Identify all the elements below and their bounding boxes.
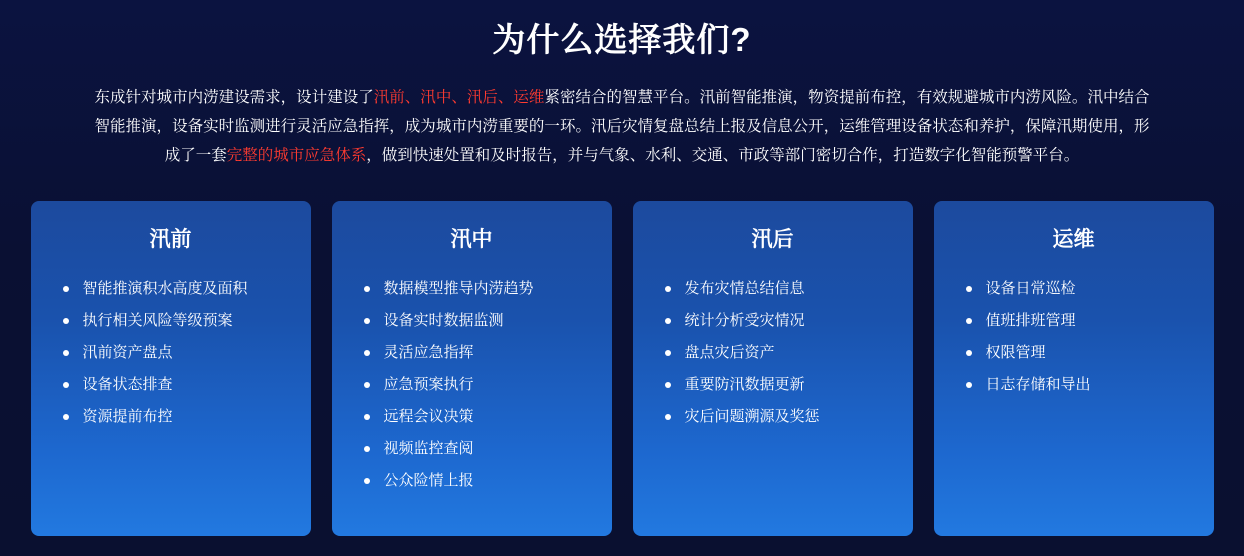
feature-card[interactable]: [633, 201, 913, 536]
list-item: [61, 401, 311, 433]
list-item: [362, 273, 612, 305]
intro-highlight-text: 汛前、汛中、汛后、运维: [373, 89, 545, 106]
feature-item-list: [934, 273, 1214, 401]
list-item: [663, 273, 913, 305]
bullet-icon: [665, 350, 671, 356]
list-item-label: 远程会议决策: [383, 408, 474, 425]
list-item-label: 视频监控查阅: [383, 440, 474, 457]
feature-item-list: [31, 273, 311, 433]
intro-text: 紧密结合的智慧平台。汛前智能推演，物资提前布控，有效规避城市内涝风险。汛中结合智能推演，设备实时监测进行灵活应急指挥，成为城市内涝重要的一环。汛后灾情复盘总结上报及信息公开，运维管理设备状态和养护，保障汛期使用，形成了一套: [94, 89, 1150, 164]
bullet-icon: [364, 350, 370, 356]
feature-card-list: [0, 201, 1244, 536]
list-item-label: 权限管理: [985, 344, 1046, 361]
feature-card-title: 汛前: [149, 228, 192, 251]
list-item-label: 资源提前布控: [82, 408, 173, 425]
list-item: [663, 305, 913, 337]
bullet-icon: [665, 286, 671, 292]
bullet-icon: [63, 414, 69, 420]
list-item-label: 盘点灾后资产: [684, 344, 775, 361]
list-item: [964, 305, 1214, 337]
page-title: 为什么选择我们?: [492, 21, 752, 58]
list-item-label: 统计分析受灾情况: [684, 312, 805, 329]
list-item: [61, 305, 311, 337]
list-item-label: 设备实时数据监测: [383, 312, 504, 329]
bullet-icon: [966, 318, 972, 324]
list-item: [362, 401, 612, 433]
list-item-label: 设备日常巡检: [985, 280, 1076, 297]
list-item-label: 应急预案执行: [383, 376, 474, 393]
intro-highlight-text: 完整的城市应急体系: [226, 147, 367, 164]
bullet-icon: [966, 350, 972, 356]
bullet-icon: [665, 382, 671, 388]
list-item-label: 发布灾情总结信息: [684, 280, 805, 297]
list-item-label: 数据模型推导内涝趋势: [383, 280, 534, 297]
list-item: [362, 305, 612, 337]
list-item: [964, 369, 1214, 401]
list-item-label: 设备状态排查: [82, 376, 173, 393]
list-item-label: 重要防汛数据更新: [684, 376, 805, 393]
list-item: [663, 401, 913, 433]
list-item: [362, 465, 612, 497]
feature-card-title: 汛中: [450, 228, 493, 251]
intro-text: ，做到快速处置和及时报告，并与气象、水利、交通、市政等部门密切合作，打造数字化智能预警平台。: [366, 147, 1080, 164]
list-item-label: 智能推演积水高度及面积: [82, 280, 248, 297]
feature-item-list: [332, 273, 612, 497]
bullet-icon: [364, 446, 370, 452]
list-item-label: 灾后问题溯源及奖惩: [684, 408, 820, 425]
list-item: [362, 337, 612, 369]
list-item: [663, 337, 913, 369]
bullet-icon: [63, 382, 69, 388]
list-item-label: 值班排班管理: [985, 312, 1076, 329]
feature-card[interactable]: [934, 201, 1214, 536]
bullet-icon: [364, 318, 370, 324]
list-item-label: 日志存储和导出: [985, 376, 1091, 393]
bullet-icon: [63, 286, 69, 292]
list-item: [663, 369, 913, 401]
list-item: [61, 369, 311, 401]
feature-card-title: 运维: [1052, 228, 1095, 251]
list-item: [61, 337, 311, 369]
list-item-label: 执行相关风险等级预案: [82, 312, 233, 329]
list-item-label: 灵活应急指挥: [383, 344, 474, 361]
bullet-icon: [63, 318, 69, 324]
list-item-label: 汛前资产盘点: [82, 344, 173, 361]
intro-paragraph: [95, 83, 1150, 170]
bullet-icon: [665, 414, 671, 420]
bullet-icon: [966, 286, 972, 292]
bullet-icon: [364, 286, 370, 292]
bullet-icon: [364, 478, 370, 484]
feature-card[interactable]: [332, 201, 612, 536]
list-item-label: 公众险情上报: [383, 472, 474, 489]
bullet-icon: [364, 382, 370, 388]
intro-text: 东成针对城市内涝建设需求，设计建设了: [94, 89, 374, 106]
list-item: [362, 369, 612, 401]
list-item: [964, 273, 1214, 305]
list-item: [362, 433, 612, 465]
bullet-icon: [665, 318, 671, 324]
feature-card[interactable]: [31, 201, 311, 536]
list-item: [964, 337, 1214, 369]
bullet-icon: [966, 382, 972, 388]
list-item: [61, 273, 311, 305]
bullet-icon: [63, 350, 69, 356]
bullet-icon: [364, 414, 370, 420]
feature-item-list: [633, 273, 913, 433]
feature-card-title: 汛后: [751, 228, 794, 251]
